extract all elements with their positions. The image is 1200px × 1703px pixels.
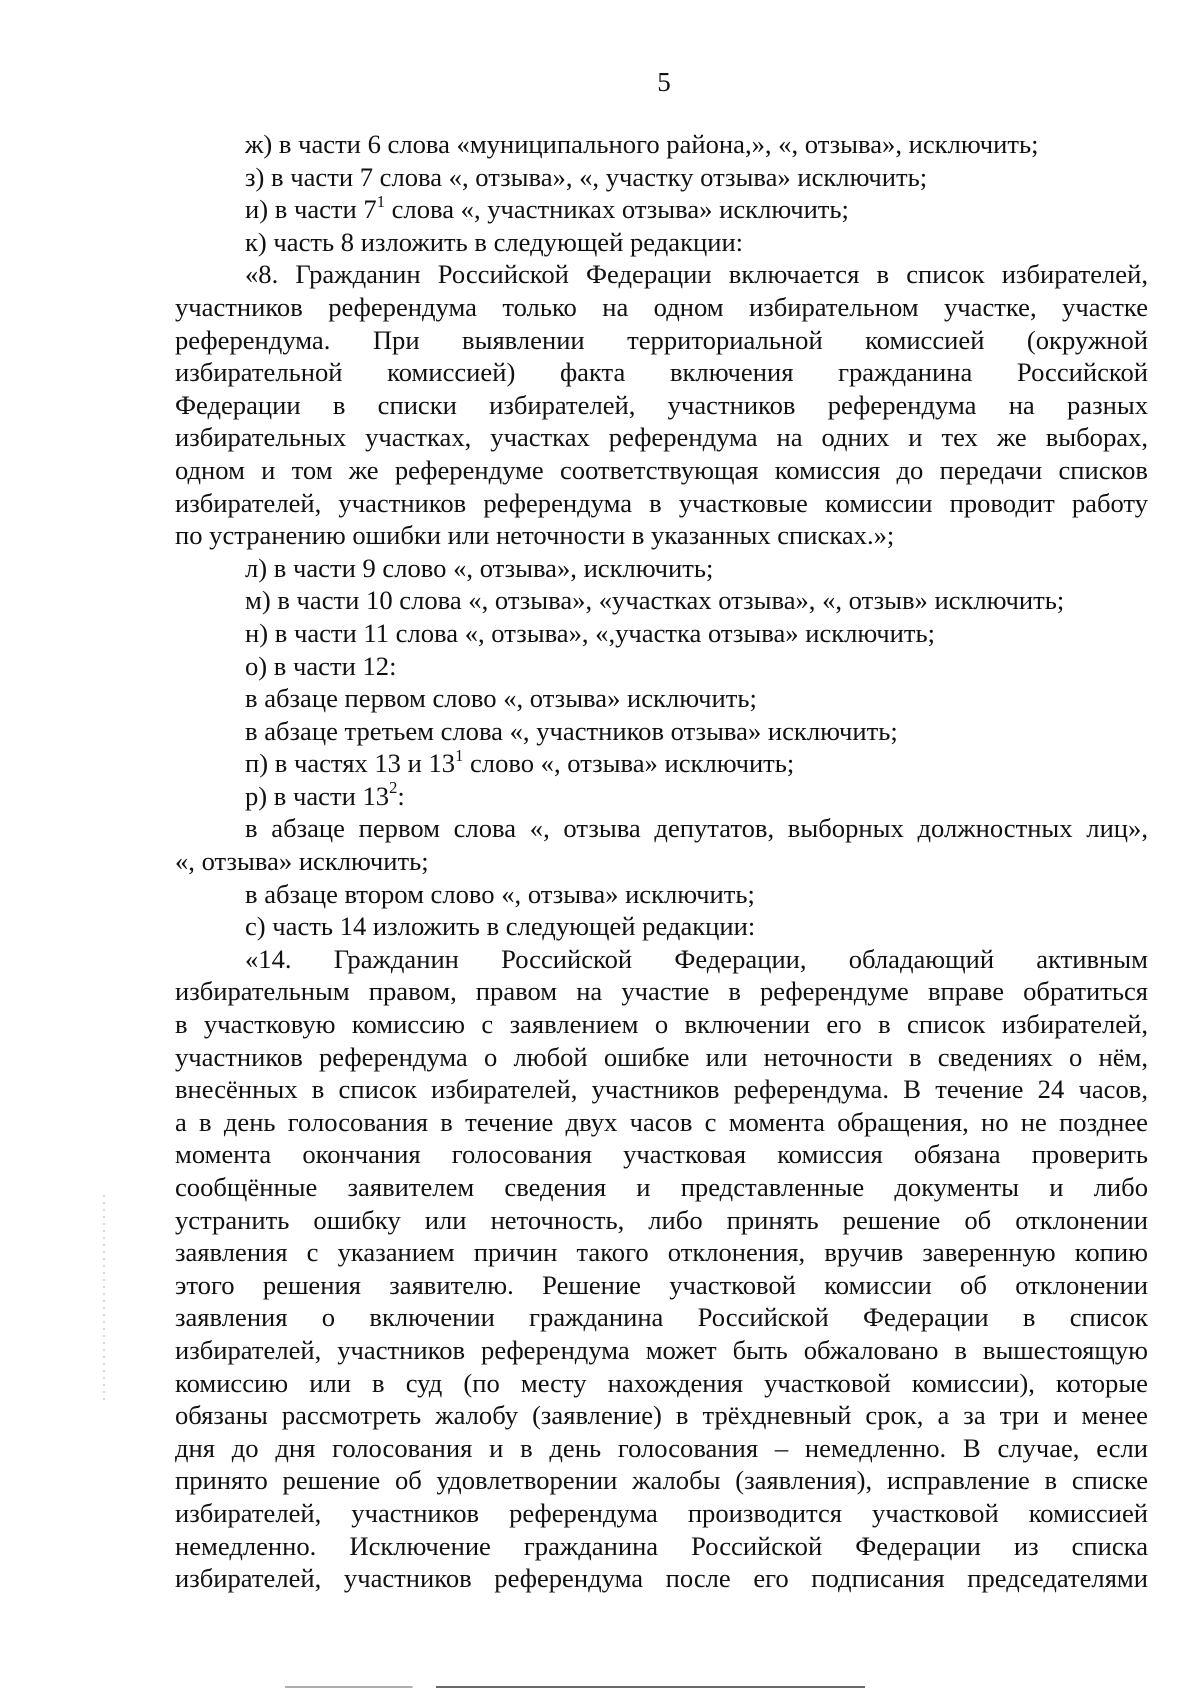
- text-line: избирателей, участников референдума может быть обжаловано в вышестоящую: [175, 1334, 1148, 1365]
- text-line: принято решение об удовлетворении жалобы (заявления), исправление в списке: [175, 1465, 1148, 1496]
- text-line: избирателей, участников референдума производится участковой комиссией: [175, 1497, 1148, 1528]
- item-z: з) в части 7 слова «, отзыва», «, участку отзыва» исключить;: [245, 161, 928, 192]
- text-line: заявления о включении гражданина Российской Федерации в список: [175, 1302, 1148, 1333]
- text-line: избирательных участках, участках референдума на одних и тех же выборах,: [175, 422, 1148, 453]
- text-line: «14. Гражданин Российской Федерации, обладающий активным: [245, 943, 1148, 974]
- text-line: избирательным правом, правом на участие в референдуме вправе обратиться: [175, 976, 1148, 1007]
- text-line: немедленно. Исключение гражданина Российской Федерации из списка: [175, 1530, 1148, 1561]
- document-body: [175, 128, 1148, 1595]
- text-line: избирателей, участников референдума в участковые комиссии проводит работу: [175, 487, 1148, 518]
- text-line: внесённых в список избирателей, участников референдума. В течение 24 часов,: [175, 1074, 1148, 1105]
- part-14-text: [175, 943, 1148, 1595]
- text-line: участников референдума только на одном избирательном участке, участке: [175, 291, 1148, 322]
- text-line: референдума. При выявлении территориальной комиссией (окружной: [175, 324, 1148, 355]
- text-line: «8. Гражданин Российской Федерации включается в список избирателей,: [245, 259, 1148, 290]
- text-line: момента окончания голосования участковая комиссия обязана проверить: [175, 1139, 1148, 1170]
- superscript: 2: [389, 778, 398, 798]
- text-line: по устранению ошибки или неточности в указанных списках.»;: [175, 520, 895, 551]
- item-r-first-paragraph-cont: «, отзыва» исключить;: [175, 846, 429, 877]
- item-p: п) в частях 13 и $13^1$ слово «, отзыва» исключить;: [245, 745, 795, 779]
- text-line: Федерации в списки избирателей, участников референдума на разных: [175, 389, 1148, 420]
- text-line: избирательной комиссией) факта включения гражданина Российской: [175, 357, 1148, 388]
- item-o-third-paragraph: в абзаце третьем слова «, участников отзыва» исключить;: [245, 715, 898, 746]
- text-line: обязаны рассмотреть жалобу (заявление) в трёхдневный срок, а за три и менее: [175, 1400, 1148, 1431]
- superscript: 1: [455, 745, 464, 765]
- text-line: устранить ошибку или неточность, либо принять решение об отклонении: [175, 1204, 1148, 1235]
- item-r-first-paragraph: в абзаце первом слова «, отзыва депутатов, выборных должностных лиц»,: [245, 813, 1148, 844]
- footer-rule: [285, 1686, 865, 1688]
- text-line: дня до дня голосования и в день голосования – немедленно. В случае, если: [175, 1432, 1148, 1463]
- item-k: к) часть 8 изложить в следующей редакции:: [245, 226, 744, 257]
- text-line: избирателей, участников референдума после его подписания председателями: [175, 1563, 1148, 1594]
- item-s: с) часть 14 изложить в следующей редакции:: [245, 911, 756, 942]
- item-o-first-paragraph: в абзаце первом слово «, отзыва» исключить;: [245, 683, 757, 714]
- item-o: о) в части 12:: [245, 650, 397, 681]
- text-line: одном и том же референдуме соответствующая комиссия до передачи списков: [175, 454, 1148, 485]
- item-zh: ж) в части 6 слова «муниципального района,», «, отзыва», исключить;: [245, 129, 1039, 159]
- item-r: р) в части $13^2$:: [245, 778, 405, 811]
- text-line: в участковую комиссию с заявлением о включении его в список избирателей,: [175, 1009, 1148, 1040]
- text-line: а в день голосования в течение двух часов с момента обращения, но не позднее: [175, 1106, 1148, 1137]
- text-line: комиссию или в суд (по месту нахождения участковой комиссии), которые: [175, 1367, 1148, 1398]
- item-n: н) в части 11 слова «, отзыва», «,участка отзыва» исключить;: [245, 617, 936, 648]
- part-8-text: [175, 258, 1148, 551]
- text-line: заявления с указанием причин такого отклонения, вручив заверенную копию: [175, 1237, 1148, 1268]
- item-l: л) в части 9 слово «, отзыва», исключить;: [245, 552, 714, 583]
- page-number: 5: [657, 67, 671, 97]
- scan-margin-artifact: [103, 1195, 105, 1405]
- text-line: участников референдума о любой ошибке или неточности в сведениях о нём,: [175, 1041, 1148, 1072]
- item-i: и) в части $7^1$ слова «, участниках отзыва» исключить;: [245, 191, 849, 225]
- superscript: 1: [376, 191, 385, 211]
- text-line: сообщённые заявителем сведения и представленные документы и либо: [175, 1172, 1148, 1202]
- text-line: этого решения заявителю. Решение участковой комиссии об отклонении: [175, 1269, 1148, 1300]
- item-r-second-paragraph: в абзаце втором слово «, отзыва» исключить;: [245, 878, 755, 909]
- item-m: м) в части 10 слова «, отзыва», «участках отзыва», «, отзыв» исключить;: [245, 585, 1065, 616]
